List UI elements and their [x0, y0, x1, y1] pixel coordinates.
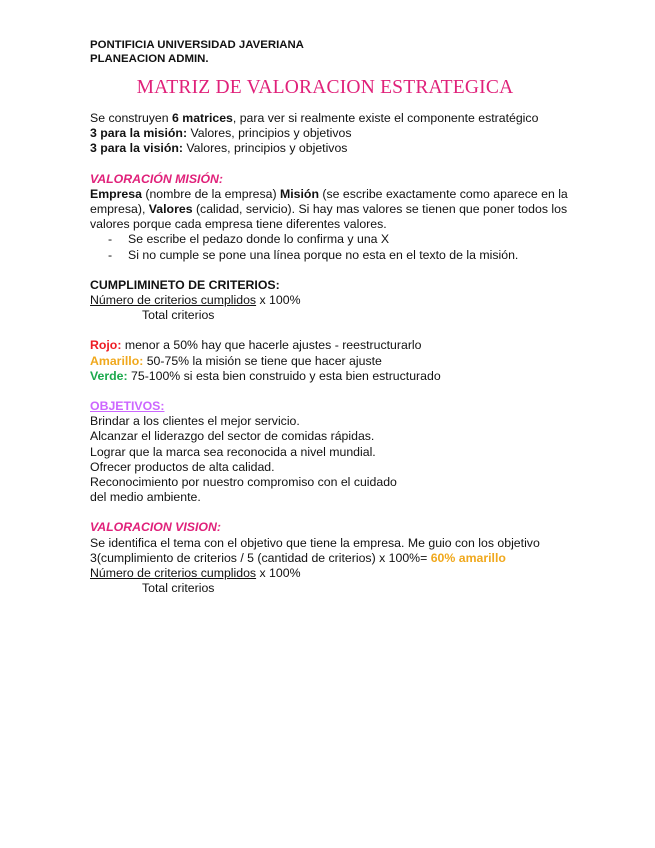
list-item: - Si no cumple se pone una línea porque no esta en el texto de la misión. [108, 248, 570, 263]
objetivos-section [90, 399, 570, 505]
list-item: - Se escribe el pedazo donde lo confirma y una X [108, 232, 570, 247]
list-item: Brindar a los clientes el mejor servicio. [90, 414, 300, 429]
list-item: Ofrecer productos de alta calidad. [90, 459, 275, 474]
list-item: del medio ambiente. [90, 490, 201, 505]
intro-line-1: Se construyen 6 matrices, para ver si realmente existe el componente estratégico [90, 111, 539, 125]
intro-section [90, 111, 570, 157]
department-name: PLANEACION ADMIN. [90, 52, 209, 65]
vision-line-2: 3(cumplimiento de criterios / 5 (cantidad de criterios) x 100%= 60% amarillo [90, 550, 506, 565]
document-header [90, 39, 570, 66]
vision-formula: Número de criterios cumplidos x 100% [90, 566, 301, 581]
criterios-denominator: Total criterios [142, 308, 215, 323]
vision-denominator: Total criterios [142, 581, 215, 596]
mision-section [90, 172, 570, 263]
vision-section [90, 520, 570, 596]
intro-line-3: 3 para la visión: Valores, principios y objetivos [90, 141, 348, 156]
semaforo-verde: Verde: 75-100% si esta bien construido y esta bien estructurado [90, 368, 441, 383]
criterios-formula: Número de criterios cumplidos x 100% [90, 293, 301, 308]
semaforo-section [90, 338, 570, 384]
objetivos-heading: OBJETIVOS: [90, 399, 165, 414]
intro-line-2: 3 para la misión: Valores, principios y objetivos [90, 126, 352, 141]
vision-heading: VALORACION VISION: [90, 520, 221, 535]
list-item: Reconocimiento por nuestro compromiso con el cuidado [90, 475, 397, 490]
university-name: PONTIFICIA UNIVERSIDAD JAVERIANA [90, 39, 304, 51]
vision-line-1: Se identifica el tema con el objetivo que tiene la empresa. Me guio con los objetivo [90, 535, 540, 550]
criterios-section [90, 278, 570, 324]
mision-heading: VALORACIÓN MISIÓN: [90, 171, 223, 186]
document-page [90, 39, 570, 596]
vision-result: 60% amarillo [430, 550, 506, 565]
page-title: MATRIZ DE VALORACION ESTRATEGICA [136, 77, 514, 98]
semaforo-amarillo: Amarillo: 50-75% la misión se tiene que hacer ajuste [90, 353, 382, 368]
mision-paragraph: Empresa (nombre de la empresa) Misión (se escribe exactamente como aparece en la empresa), Valores (calidad, servicio). Si hay mas valores se tienen que poner todos los valores porque cada empresa tiene diferentes valores. [90, 186, 568, 232]
mision-bullet-list [90, 232, 570, 262]
list-item: Alcanzar el liderazgo del sector de comidas rápidas. [90, 429, 375, 444]
list-item: Lograr que la marca sea reconocida a nivel mundial. [90, 444, 376, 459]
criterios-heading: CUMPLIMINETO DE CRITERIOS: [90, 277, 280, 292]
semaforo-rojo: Rojo: menor a 50% hay que hacerle ajustes - reestructurarlo [90, 338, 422, 353]
